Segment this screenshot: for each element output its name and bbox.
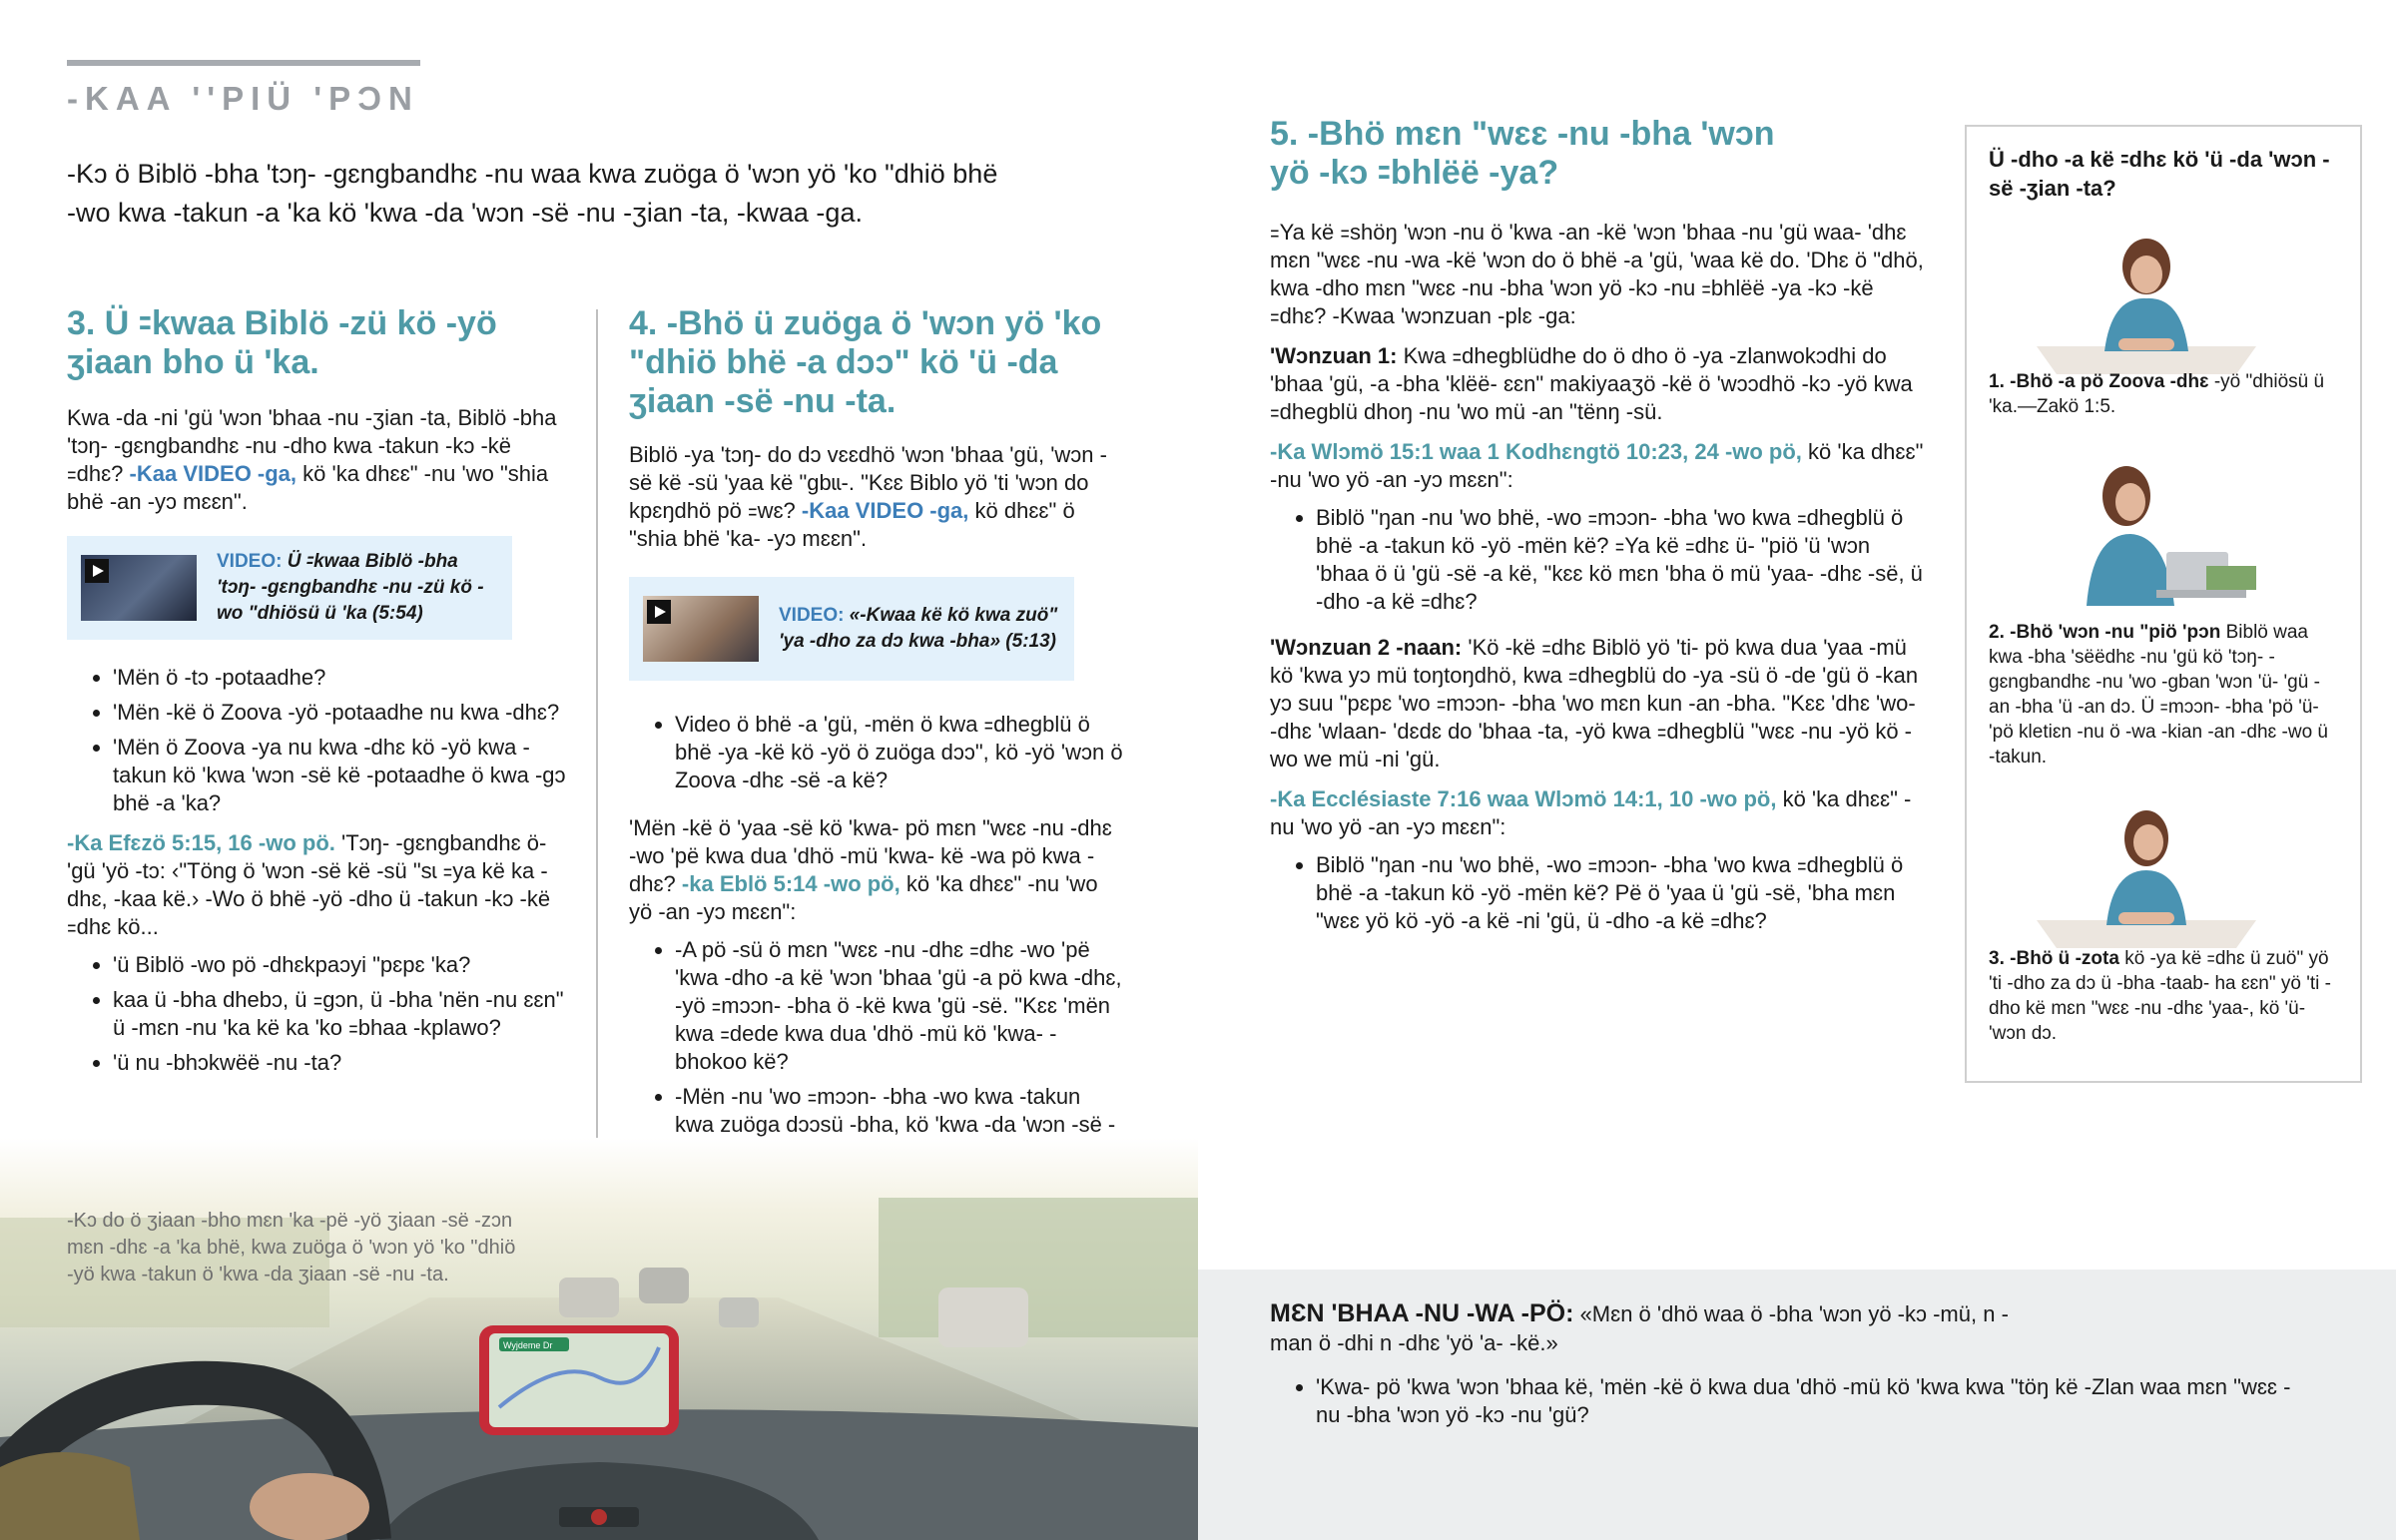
- section-3-para: Kwa -da -ni 'gü 'wɔn 'bhaa -nu -ʒian -ta, Biblö -bha 'tɔŋ- -gɛngbandhɛ -nu -dho kwa -takun -kɔ -kë ꞊dhɛ? -Kaa VIDEO -ga, kö 'ka dhɛɛ" -nu 'wo "shia bhë -an -yɔ mɛɛn".: [67, 405, 557, 514]
- section-4-para-2: 'Mën -kë ö 'yaa -së kö 'kwa- pö mɛn "wɛɛ -nu -dhɛ -wo 'pë kwa dua 'dhö -mü 'kwa- kë -wa pö kwa -dhɛ? -ka Eblö 5:14 -wo pö, kö 'ka dhɛɛ" -nu 'wo yö -an -yɔ mɛɛn":: [629, 815, 1112, 924]
- video-card-3[interactable]: VIDEO: Ü ꞊kwaa Biblö -bha 'tɔŋ- -gɛngbandhɛ -nu -zü kö -wo "dhiösü ü 'ka (5:54): [67, 536, 512, 640]
- play-icon[interactable]: [647, 600, 671, 624]
- case-1: 'Wɔnzuan 1: Kwa ꞊dhegblüdhe do ö dho ö -ya -zlanwokɔdhi do 'bhaa 'gü, -a -bha 'klëë- ɛɛn" makiyaaʒö -kë ö 'wɔɔdhö -kɔ -yö kwa ꞊dhegblü dhoŋ -nu 'wo mü -an "tënŋ -sü.: [1270, 343, 1913, 424]
- scripture-ref[interactable]: -Ka Efɛzö 5:15, 16 -wo pö.: [67, 830, 335, 855]
- sidebar-title: Ü -dho -a kë ꞊dhɛ kö 'ü -da 'wɔn -së -ʒian -ta?: [1989, 147, 2330, 201]
- phone-street-label: Wyjdeme Dr: [503, 1340, 553, 1350]
- list-item: • kaa ü -bha dhebɔ, ü ꞊gɔn, ü -bha 'nën -nu ɛɛn" ü -mɛn -nu 'ka kë ka 'ko ꞊bhaa -kplawo?: [113, 986, 566, 1042]
- section-4-title: 4. -Bhö ü zuöga ö 'wɔn yö 'ko "dhiö bhë -a dɔɔ" kö 'ü -da ʒiaan -së -nu -ta.: [629, 304, 1102, 420]
- video-card-4[interactable]: VIDEO: «-Kwaa kë kö kwa zuö" 'ya -dho za dɔ kwa -bha» (5:13): [629, 577, 1074, 681]
- video-link[interactable]: -Kaa VIDEO -ga,: [129, 461, 298, 486]
- list-item: • 'Mën ö Zoova -ya nu kwa -dhɛ kö -yö kwa -takun kö 'kwa 'wɔn -së kë -potaadhe ö kwa -gɔ bhë -a 'ka?: [113, 734, 566, 817]
- woman-praying-illustration: [2027, 227, 2266, 376]
- section-3-ref-para: -Ka Efɛzö 5:15, 16 -wo pö. 'Tɔŋ- -gɛngbandhɛ ö- 'gü 'yö -tɔ: ‹"Töng ö 'wɔn -së kë -sü "sɩ ꞊ya kë ka -dhɛ, -kaa kë.› -Wo ö bhë -yö -dho ü -takun -kɔ -kë ꞊dhɛ kö...: [67, 830, 551, 939]
- section-4-bullets-2: [629, 936, 1123, 1167]
- scripture-ref[interactable]: -ka Eblö 5:14 -wo pö,: [681, 871, 900, 896]
- sidebar-item-1: 1. -Bhö -a pö Zoova -dhɛ -yö "dhiösü ü 'ka.—Zakö 1:5.: [1989, 371, 2325, 417]
- review-box: [1198, 1270, 2396, 1540]
- section-3-bullets: [67, 664, 566, 817]
- case-2-bullets: [1270, 851, 1929, 935]
- play-icon[interactable]: [85, 559, 109, 583]
- list-item: • 'Kwa- pö 'kwa 'wɔn 'bhaa kë, 'mën -kë ö kwa dua 'dhö -mü kö 'kwa kwa "töŋ kë -Zlan waa mɛn "wɛɛ -nu -bha 'wɔn yö -kɔ -nu 'gü?: [1316, 1373, 2314, 1429]
- dashboard-illustration: [0, 1138, 1198, 1540]
- list-item: • 'ü Biblö -wo pö -dhɛkpaɔyi "pɛpɛ 'ka?: [113, 951, 566, 979]
- driving-scene-illustration: [0, 1138, 1198, 1540]
- kicker-title: -KAA ''PIÜ 'PƆN: [67, 80, 419, 117]
- section-5: [1270, 115, 1929, 942]
- section-5-title: 5. -Bhö mɛn "wɛɛ -nu -bha 'wɔn yö -kɔ ꞊bhlëë -ya?: [1270, 115, 1775, 192]
- list-item: • Biblö "ŋan -nu 'wo bhë, -wo ꞊mɔɔn- -bha 'wo kwa ꞊dhegblü ö bhë -a -takun kö -yö -mën kë? Pë ö 'yaa ü 'gü -së, 'bha mɛn "wɛɛ yö kö -yö -a kë -ni 'gü, ü -dho -a kë ꞊dhɛ?: [1316, 851, 1929, 935]
- list-item: • 'Mën ö -tɔ -potaadhe?: [113, 664, 566, 692]
- section-3: [67, 304, 566, 1084]
- list-item: • -A pö -sü ö mɛn "wɛɛ -nu -dhɛ ꞊dhɛ -wo 'pë 'kwa -dho -a kë 'wɔn 'bhaa 'gü -a pö kwa -dhɛ, -yö ꞊mɔɔn- -bha ö -kë kwa 'gü -së. "Kɛɛ 'mën kwa ꞊dede kwa dua 'dhö -mü kö 'kwa- -bhokoo kë?: [675, 936, 1123, 1076]
- review-question: MƐN 'BHAA -NU -WA -PÖ: «Mɛn ö 'dhö waa ö -bha 'wɔn yö -kɔ -mü, n -man ö -dhi n -dhɛ 'yö 'a- -kë.»: [1270, 1299, 2009, 1355]
- section-4: [629, 304, 1123, 1174]
- section-3-bullets-2: [67, 951, 566, 1077]
- video-thumbnail[interactable]: [643, 596, 759, 662]
- column-divider: [596, 309, 598, 1188]
- kicker-rule: [67, 60, 420, 66]
- case-2-ref: -Ka Ecclésiaste 7:16 waa Wlɔmö 14:1, 10 -wo pö, kö 'ka dhɛɛ" -nu 'wo yö -an -yɔ mɛɛn":: [1270, 786, 1912, 839]
- case-1-ref: -Ka Wlɔmö 15:1 waa 1 Kodhɛngtö 10:23, 24 -wo pö, kö 'ka dhɛɛ" -nu 'wo yö -an -yɔ mɛɛn":: [1270, 439, 1924, 492]
- list-item: • -Mën -nu 'wo ꞊mɔɔn- -bha -wo kwa -takun kwa zuöga dɔɔsü -bha, kö 'kwa -da 'wɔn -së -: [675, 1083, 1123, 1167]
- section-3-title: 3. Ü ꞊kwaa Biblö -zü kö -yö ʒiaan bho ü 'ka.: [67, 304, 497, 381]
- section-4-bullets: [629, 711, 1123, 794]
- video-title: Ü ꞊kwaa Biblö -bha 'tɔŋ- -gɛngbandhɛ -nu -zü kö -wo "dhiösü ü 'ka (5:54): [217, 551, 484, 624]
- sidebar-box: [1965, 125, 2362, 1083]
- case-2: 'Wɔnzuan 2 -naan: 'Kö -kë ꞊dhɛ Biblö yö 'ti- pö kwa dua 'yaa -mü kö 'kwa yɔ mü toŋtoŋdhö, kwa ꞊dhegblü do -ya -sü ö -de 'gü ö -kan yɔ suu "pɛpɛ 'wo ꞊mɔɔn- -bha 'wo mɛn kun -an -bha. "Kɛɛ 'dhɛ 'wo- -dhɛ 'wlaan- 'dɛdɛ do 'bhaa -ta, -yö kwa ꞊dhegblü "wɛɛ -nu -yö kö -wo we mü -ni 'gü.: [1270, 635, 1919, 771]
- review-label: MƐN 'BHAA -NU -WA -PÖ:: [1270, 1299, 1574, 1327]
- list-item: • 'ü nu -bhɔkwëë -nu -ta?: [113, 1049, 566, 1077]
- image-caption: -Kɔ do ö ʒiaan -bho mɛn 'ka -pë -yö ʒiaan -së -zɔn mɛn -dhɛ -a 'ka bhë, kwa zuöga ö 'wɔn yö 'ko "dhiö -yö kwa -takun ö 'kwa -da ʒiaan -së -nu -ta.: [67, 1210, 516, 1285]
- section-4-para: Biblö -ya 'tɔŋ- do dɔ vɛɛdhö 'wɔn 'bhaa 'gü, 'wɔn -së kë -sü 'yaa kë "gbɩɩ-. "Kɛɛ Biblo yö 'ti 'wɔn do kpɛŋdhö pö ꞊wɛ? -Kaa VIDEO -ga, kö dhɛɛ" ö "shia bhë 'ka- -yɔ mɛɛn".: [629, 442, 1107, 551]
- scripture-ref[interactable]: -Ka Wlɔmö 15:1 waa 1 Kodhɛngtö 10:23, 24 -wo pö,: [1270, 439, 1802, 464]
- review-bullets: [1270, 1373, 2314, 1436]
- video-thumbnail[interactable]: [81, 555, 197, 621]
- list-item: • Video ö bhë -a 'gü, -mën ö kwa ꞊dhegblü ö bhë -ya -kë kö -yö ö zuöga dɔɔ", kö -yö 'wɔn ö Zoova -dhɛ -së -a kë?: [675, 711, 1123, 794]
- intro-text: -Kɔ ö Biblö -bha 'tɔŋ- -gɛngbandhɛ -nu waa kwa zuöga ö 'wɔn yö 'ko "dhiö bhë -wo kwa -takun -a 'ka kö 'kwa -da 'wɔn -së -nu -ʒian -ta, -kwaa -ga.: [67, 159, 998, 228]
- sidebar-item-2: 2. -Bhö 'wɔn -nu "piö 'pɔn Biblö waa kwa -bha 'sëëdhɛ -nu 'gü kö 'tɔŋ- -gɛngbandhɛ -nu 'wo -gban 'wɔn 'ü- 'gü -an -bha 'ü -an dɔ. Ü ꞊mɔɔn- -bha 'pö 'ü- 'pö kletiɛn -nu ö -wa -kian -an -dhɛ -wo ü -takun.: [1989, 622, 2328, 768]
- list-item: • 'Mën -kë ö Zoova -yö -potaadhe nu kwa -dhɛ?: [113, 699, 566, 727]
- woman-thinking-illustration: [2027, 800, 2266, 950]
- video-title: «-Kwaa kë kö kwa zuö" 'ya -dho za dɔ kwa -bha» (5:13): [779, 605, 1058, 652]
- video-link[interactable]: -Kaa VIDEO -ga,: [801, 498, 969, 523]
- sidebar-item-3: 3. -Bhö ü -zota kö -ya kë ꞊dhɛ ü zuö" yö 'ti -dho za dɔ ü -bha -taab- ha ɛɛn" yö 'ti -dho kë mɛn "wɛɛ -nu -dhɛ 'yaa-, kö 'ü- 'wɔn dɔ.: [1989, 948, 2331, 1044]
- case-1-bullets: [1270, 504, 1929, 616]
- list-item: • Biblö "ŋan -nu 'wo bhë, -wo ꞊mɔɔn- -bha 'wo kwa ꞊dhegblü ö bhë -a -takun kö -yö -mën kë? ꞊Ya kë ꞊dhɛ ü- "piö 'ü 'wɔn 'bhaa ö ü 'gü -së -a kë, "kɛɛ kö mɛn 'bha ö mü 'yaa- -dhɛ -së, ü -dho -a kë ꞊dhɛ?: [1316, 504, 1929, 616]
- scripture-ref[interactable]: -Ka Ecclésiaste 7:16 waa Wlɔmö 14:1, 10 -wo pö,: [1270, 786, 1777, 811]
- woman-laptop-illustration: [2027, 456, 2266, 616]
- section-5-para: ꞊Ya kë ꞊shöŋ 'wɔn -nu ö 'kwa -an -kë 'wɔn 'bhaa -nu 'gü waa- 'dhɛ mɛn "wɛɛ -nu -wa -kë 'wɔn do ö bhë -a 'gü, 'waa kë do. 'Dhɛ ö "dhö, kwa -dho mɛn "wɛɛ -nu -bha 'wɔn yö -kɔ -nu ꞊bhlëë -ya -kɔ -kë ꞊dhɛ? -Kwaa 'wɔnzuan -plɛ -ga:: [1270, 220, 1924, 328]
